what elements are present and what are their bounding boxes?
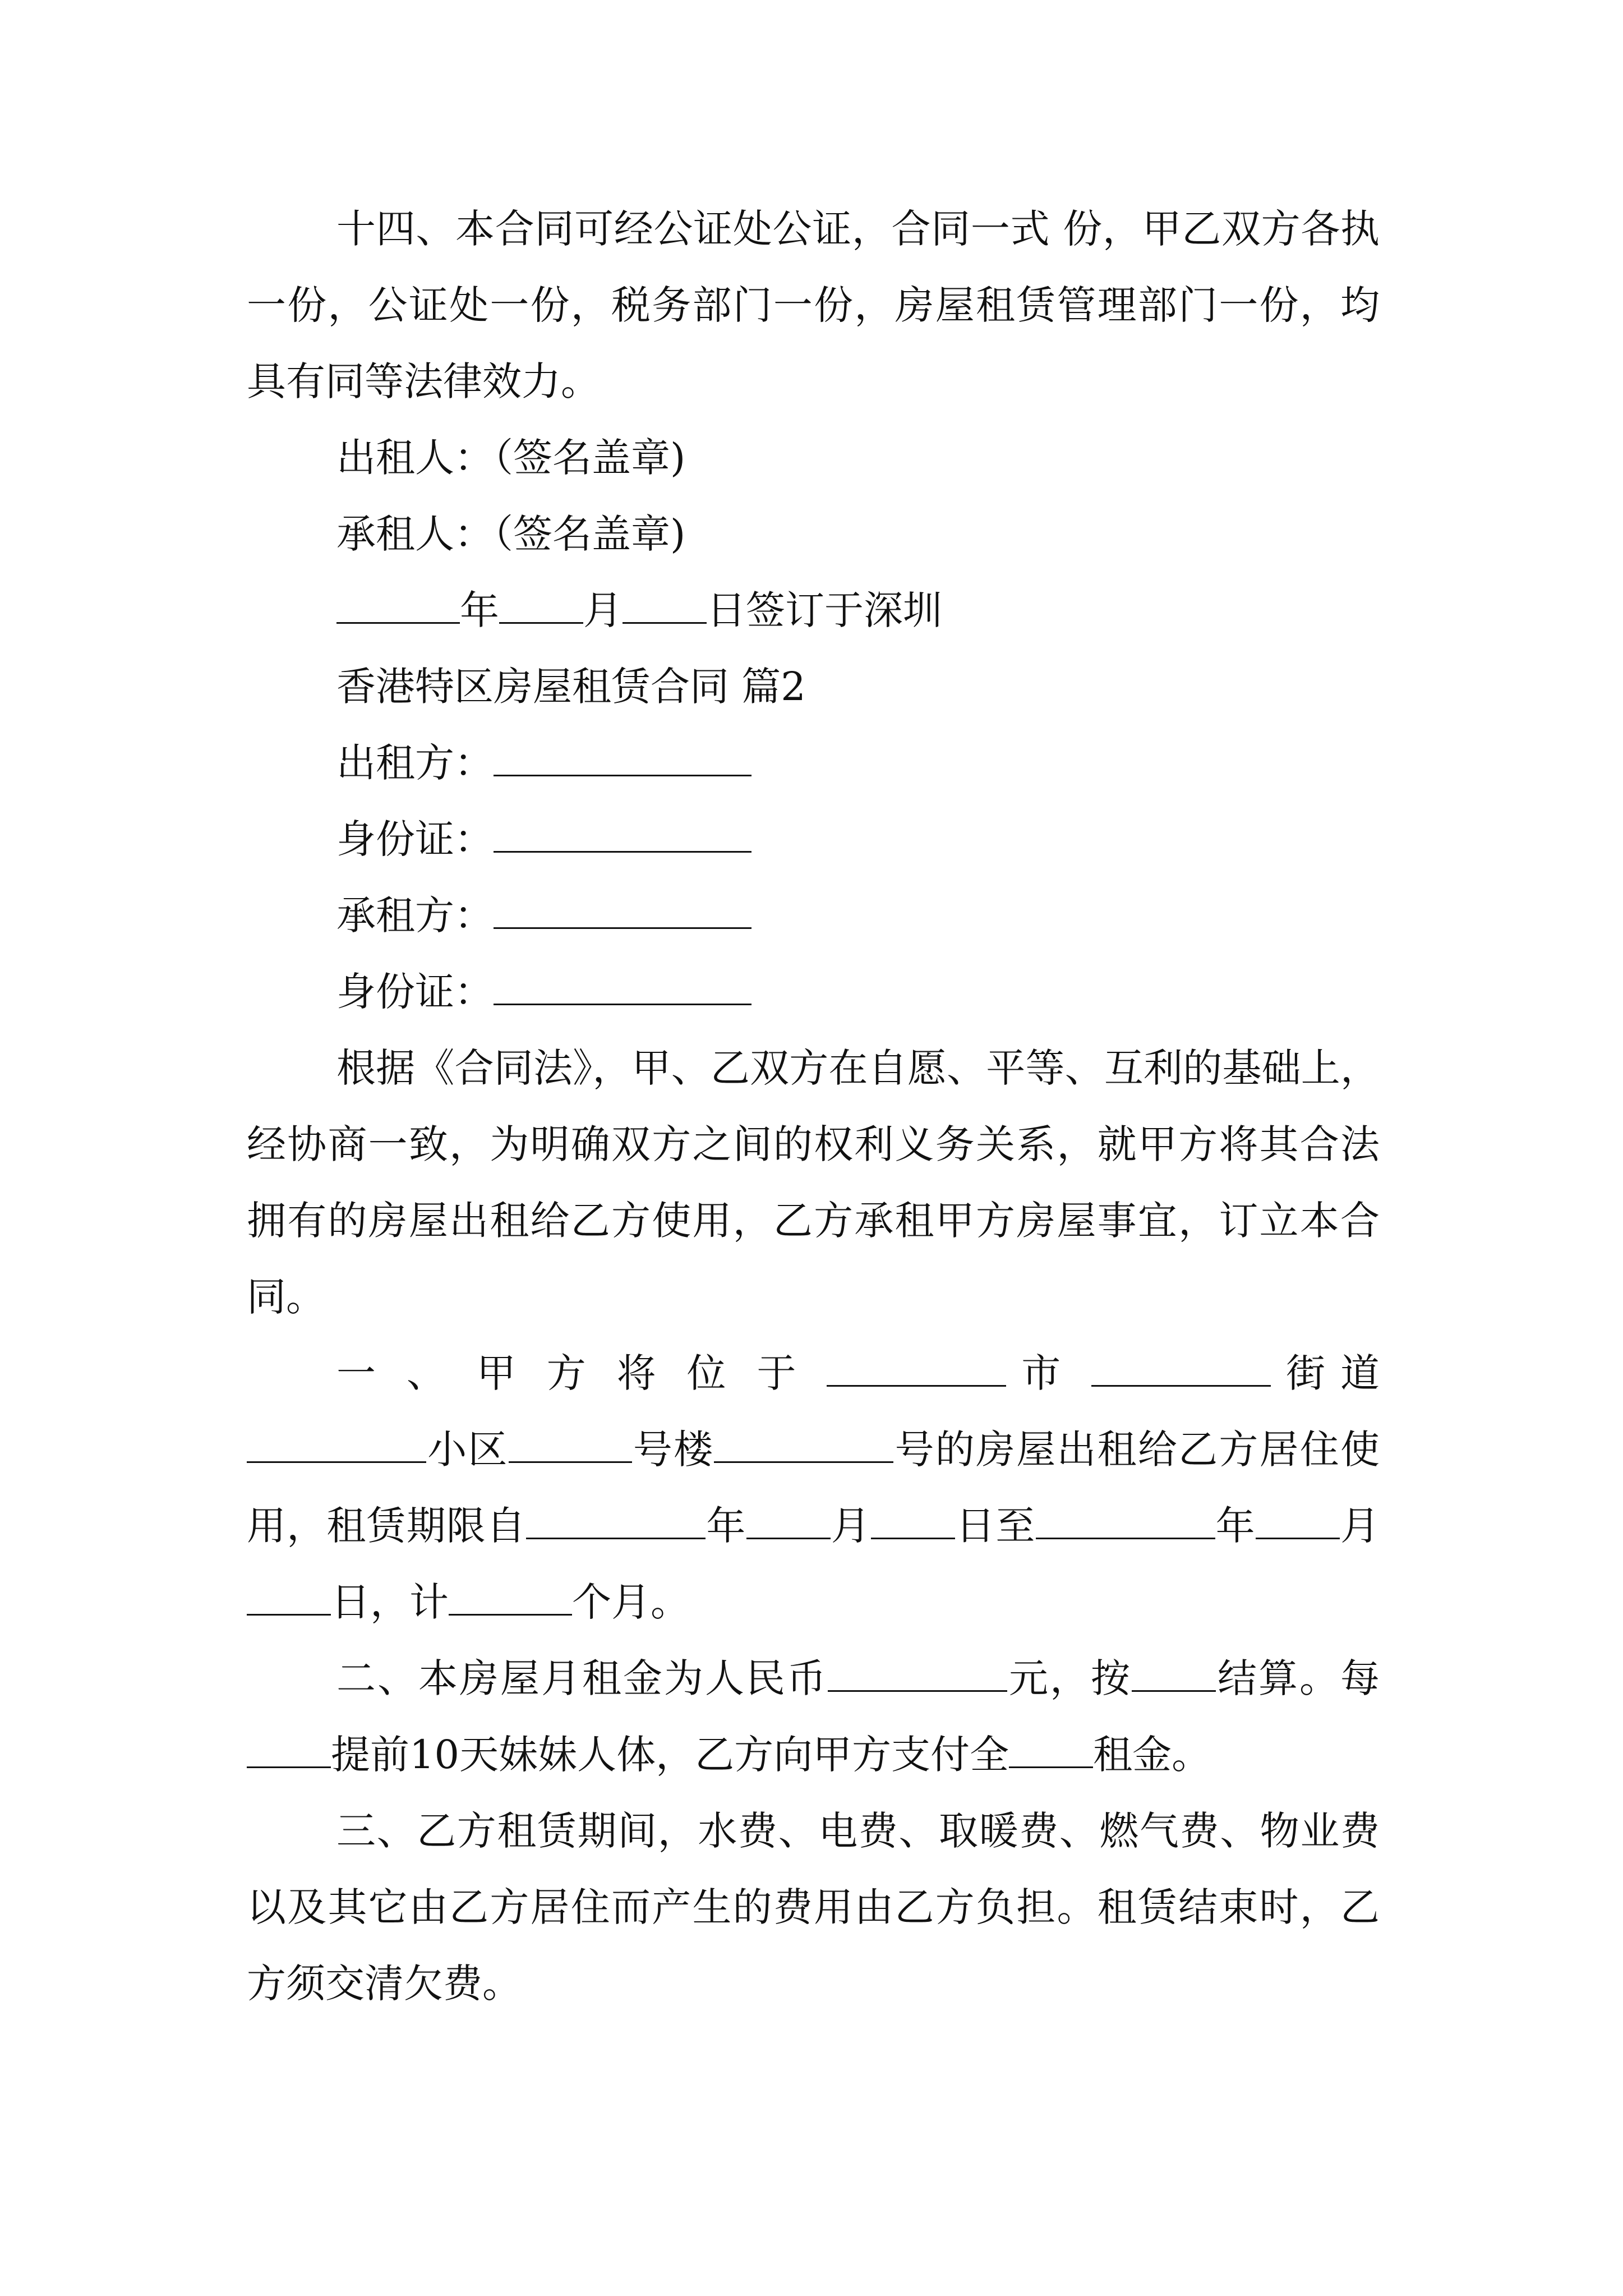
preamble-paragraph: 根据《合同法》，甲、乙双方在自愿、平等、互利的基础上，经协商一致，为明确双方之间的权利义务关系，就甲方将其合法拥有的房屋出租给乙方使用，乙方承租甲方房屋事宜，订立本合同。 xyxy=(247,1045,1380,1320)
payment-period-blank xyxy=(247,1735,331,1768)
clause-1-text-f: 号的房屋出租给乙方居住使用，租赁期限自 xyxy=(247,1427,1380,1549)
building-blank xyxy=(509,1430,632,1463)
clause-2-text-e: 租金。 xyxy=(1093,1732,1211,1778)
start-month-blank xyxy=(746,1506,831,1539)
clause-3: 三、乙方租赁期间，水费、电费、取暖费、燃气费、物业费以及其它由乙方居住而产生的费用由乙方负担。租赁结束时，乙方须交清欠费。 xyxy=(247,1808,1380,2007)
rent-period-blank xyxy=(1009,1735,1093,1768)
settlement-period-blank xyxy=(1132,1659,1216,1692)
clause-1-text-j: 年 xyxy=(1215,1503,1256,1549)
lessee-party-label: 承租方： xyxy=(336,892,494,938)
lessor-id-label: 身份证： xyxy=(336,816,494,862)
room-blank xyxy=(714,1430,893,1463)
clause-2-text-b: 元，按 xyxy=(1007,1655,1132,1701)
city-blank xyxy=(827,1354,1006,1387)
lessee-signature-line: 承租人：（签名盖章) xyxy=(336,511,686,557)
lessor-party-label: 出租方： xyxy=(336,740,494,786)
lessor-id-line xyxy=(247,801,1380,877)
month-blank xyxy=(499,591,583,624)
start-year-blank xyxy=(526,1506,706,1539)
signing-date-line xyxy=(247,572,1380,648)
clause-1-text-d: 小区 xyxy=(426,1427,509,1473)
lessee-id-blank xyxy=(494,972,751,1005)
street-blank xyxy=(1091,1354,1271,1387)
months-blank xyxy=(449,1582,572,1616)
clause-1-text-h: 月 xyxy=(830,1503,871,1549)
clause-1-text-l: 日，计 xyxy=(331,1579,449,1625)
clause-2-text-d: 提前10天妹妹人体，乙方向甲方支付全 xyxy=(331,1732,1009,1778)
lessor-party-line xyxy=(247,725,1380,801)
clause-2-text-a: 二、本房屋月租金为人民币 xyxy=(336,1655,828,1701)
end-month-blank xyxy=(1256,1506,1340,1539)
year-blank xyxy=(336,591,460,624)
clause-1-text-c: 街道 xyxy=(1271,1350,1380,1396)
clause-2-text-c: 结算。每 xyxy=(1216,1655,1380,1701)
clause-1-text-i: 日至 xyxy=(955,1503,1036,1549)
end-year-blank xyxy=(1036,1506,1215,1539)
lessee-id-line xyxy=(247,954,1380,1030)
clause-1-text-e: 号楼 xyxy=(631,1427,714,1473)
lessee-party-blank xyxy=(494,896,751,929)
clause-1-text-a: 一、甲方将位于 xyxy=(336,1350,827,1396)
clause-14: 十四、本合同可经公证处公证，合同一式 份，甲乙双方各执一份，公证处一份，税务部门一份，房屋租赁管理部门一份，均具有同等法律效力。 xyxy=(247,206,1380,404)
clause-2 xyxy=(247,1640,1380,1793)
day-blank xyxy=(623,591,707,624)
lessor-signature-line: 出租人：（签名盖章) xyxy=(336,435,686,481)
lessor-party-blank xyxy=(494,743,751,776)
document-page xyxy=(247,191,1380,2022)
community-blank xyxy=(247,1430,426,1463)
lessee-id-label: 身份证： xyxy=(336,969,494,1015)
clause-1-text-g: 年 xyxy=(706,1503,746,1549)
lessee-party-line xyxy=(247,877,1380,954)
start-day-blank xyxy=(871,1506,955,1539)
clause-1-text-b: 市 xyxy=(1006,1350,1092,1396)
clause-1-text-k: 月 xyxy=(1339,1503,1380,1549)
section-title: 香港特区房屋租赁合同 篇2 xyxy=(336,664,806,710)
clause-1-text-m: 个月。 xyxy=(572,1579,690,1625)
end-day-blank xyxy=(247,1582,331,1616)
lessor-id-blank xyxy=(494,820,751,853)
rent-amount-blank xyxy=(828,1659,1007,1692)
month-label: 月 xyxy=(583,587,623,633)
year-label: 年 xyxy=(460,587,499,633)
date-suffix: 日签订于深圳 xyxy=(707,587,942,633)
clause-1 xyxy=(247,1335,1380,1640)
